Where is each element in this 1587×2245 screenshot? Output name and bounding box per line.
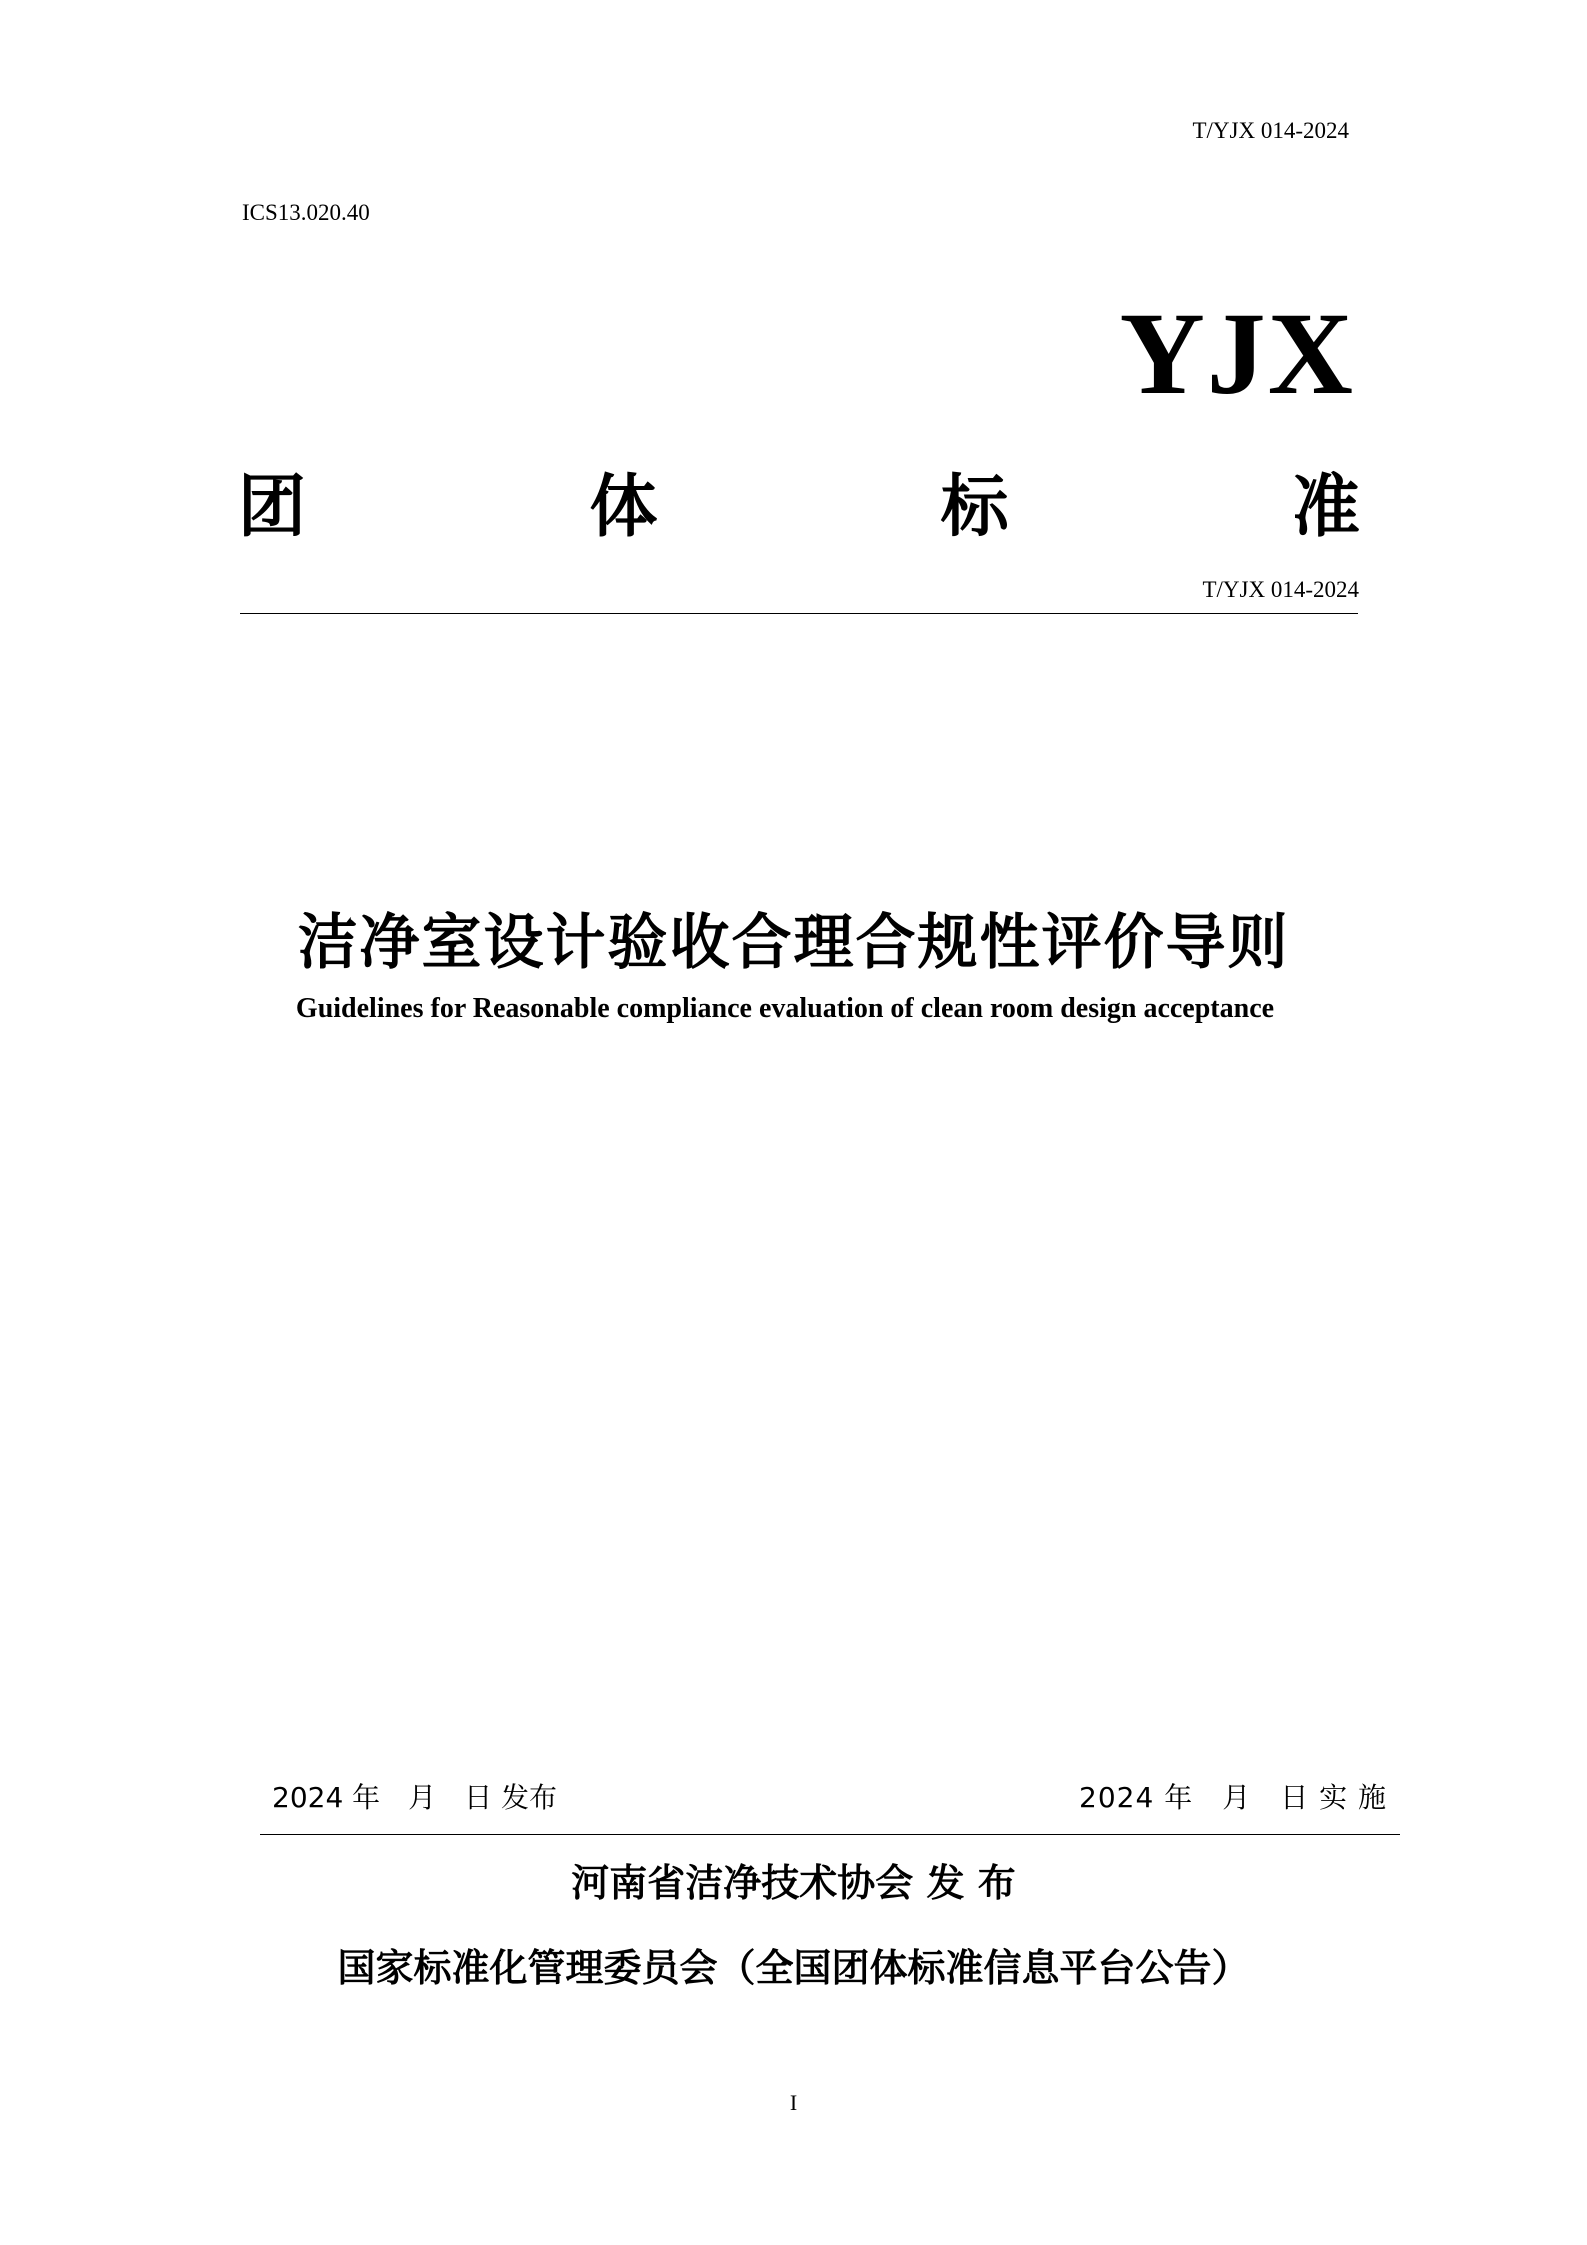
standard-type-heading xyxy=(238,468,1360,548)
announcement-platform: 国家标准化管理委员会（全国团体标准信息平台公告） xyxy=(337,1946,1250,1990)
footer-divider xyxy=(260,1834,1400,1835)
document-title-english: Guidelines for Reasonable compliance evaluation of clean room design acceptance xyxy=(295,993,1275,1024)
organization-logo: YJX xyxy=(1119,288,1355,419)
issue-date: 2024 年 月 日 发布 xyxy=(272,1781,558,1814)
standard-type-char: 准 xyxy=(1291,468,1360,547)
standard-code: T/YJX 014-2024 xyxy=(1202,577,1359,602)
standard-type-char: 体 xyxy=(589,468,658,547)
implementation-date: 2024 年 月 日 实 施 xyxy=(1079,1781,1387,1814)
header-standard-code: T/YJX 014-2024 xyxy=(1192,118,1349,143)
header-divider xyxy=(240,613,1358,614)
standard-type-char: 团 xyxy=(238,468,307,547)
document-title-chinese: 洁净室设计验收合理合规性评价导则 xyxy=(297,908,1290,978)
page-number: I xyxy=(789,2090,798,2115)
ics-code: ICS13.020.40 xyxy=(242,200,370,225)
publisher: 河南省洁净技术协会 发 布 xyxy=(571,1861,1016,1905)
standard-type-char: 标 xyxy=(940,468,1009,547)
